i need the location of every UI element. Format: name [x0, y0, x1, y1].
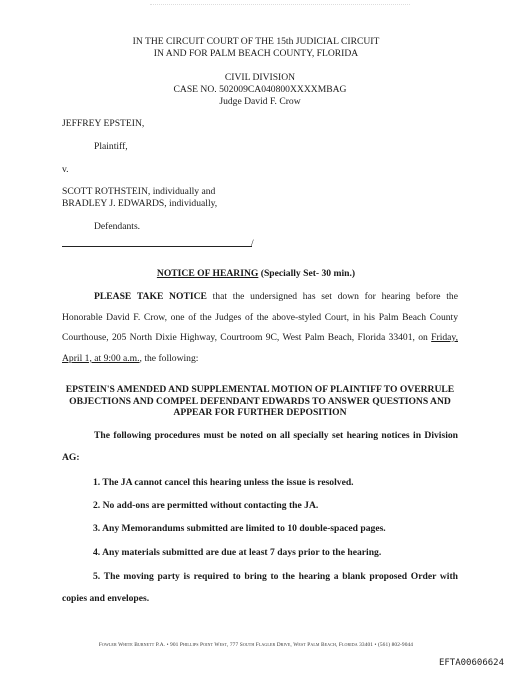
- scan-artifact-line: [150, 4, 410, 5]
- hearing-date: Friday, April 1, at 9:00 a.m.: [62, 332, 458, 364]
- firm-footer: Fowler White Burnett P.A. • 901 Phillips Point West, 777 South Flagler Drive, West Palm Beach, Florida 33401 • (561) 802-9044: [98, 642, 414, 648]
- notice-body-2: , the following:: [139, 352, 199, 364]
- case-number: CASE NO. 502009CA040800XXXXMBAG: [173, 84, 347, 95]
- caption-rule: [62, 246, 252, 247]
- rule-3: 3. Any Memorandums submitted are limited to 10 double-spaced pages.: [93, 523, 386, 534]
- rule-4: 4. Any materials submitted are due at least 7 days prior to the hearing.: [93, 547, 382, 558]
- notice-lead: PLEASE TAKE NOTICE: [94, 291, 207, 302]
- plaintiff-role: Plaintiff,: [94, 141, 128, 152]
- defendant-2: BRADLEY J. EDWARDS, individually,: [62, 198, 218, 209]
- rule-2: 2. No add-ons are permitted without contacting the JA.: [93, 500, 319, 511]
- notice-body-1: that the undersigned has set down for hearing before the Honorable David F. Crow, one of the Judges of the above-styled Court, in his Palm Beach County Courthouse, 205 North Dixie Highway, Courtroom 9C, West Palm Beach, Florida 33401, on: [62, 291, 458, 343]
- rule-5: 5. The moving party is required to bring to the hearing a blank proposed Order with copies and envelopes.: [62, 571, 458, 604]
- court-heading-line1: IN THE CIRCUIT COURT OF THE 15th JUDICIAL CIRCUIT: [132, 36, 380, 47]
- case-info: [130, 72, 390, 108]
- defendant-1: SCOTT ROTHSTEIN, individually and: [62, 186, 216, 197]
- bates-number: EFTA00606624: [438, 658, 504, 668]
- notice-title: [0, 268, 512, 280]
- caption-slash: /: [251, 238, 254, 249]
- plaintiff-name: JEFFREY EPSTEIN,: [62, 118, 145, 129]
- division-label: CIVIL DIVISION: [224, 72, 296, 83]
- notice-title-main: NOTICE OF HEARING: [156, 268, 259, 279]
- motion-title: EPSTEIN'S AMENDED AND SUPPLEMENTAL MOTION OF PLAINTIFF TO OVERRULE OBJECTIONS AND COMPEL DEFENDANT EDWARDS TO ANSWER QUESTIONS AND APPEAR FOR FURTHER DEPOSITION: [65, 384, 455, 418]
- notice-title-suffix: (Specially Set- 30 min.): [258, 268, 356, 279]
- procedures-intro: The following procedures must be noted on all specially set hearing notices in Division AG:: [62, 430, 458, 463]
- rule-1: 1. The JA cannot cancel this hearing unless the issue is resolved.: [93, 477, 354, 488]
- judge-name: Judge David F. Crow: [219, 96, 301, 107]
- court-heading-line2: IN AND FOR PALM BEACH COUNTY, FLORIDA: [153, 48, 359, 59]
- court-heading: [0, 36, 512, 60]
- versus-label: v.: [62, 164, 69, 175]
- defendants-role: Defendants.: [94, 221, 141, 232]
- notice-paragraph: [62, 287, 458, 369]
